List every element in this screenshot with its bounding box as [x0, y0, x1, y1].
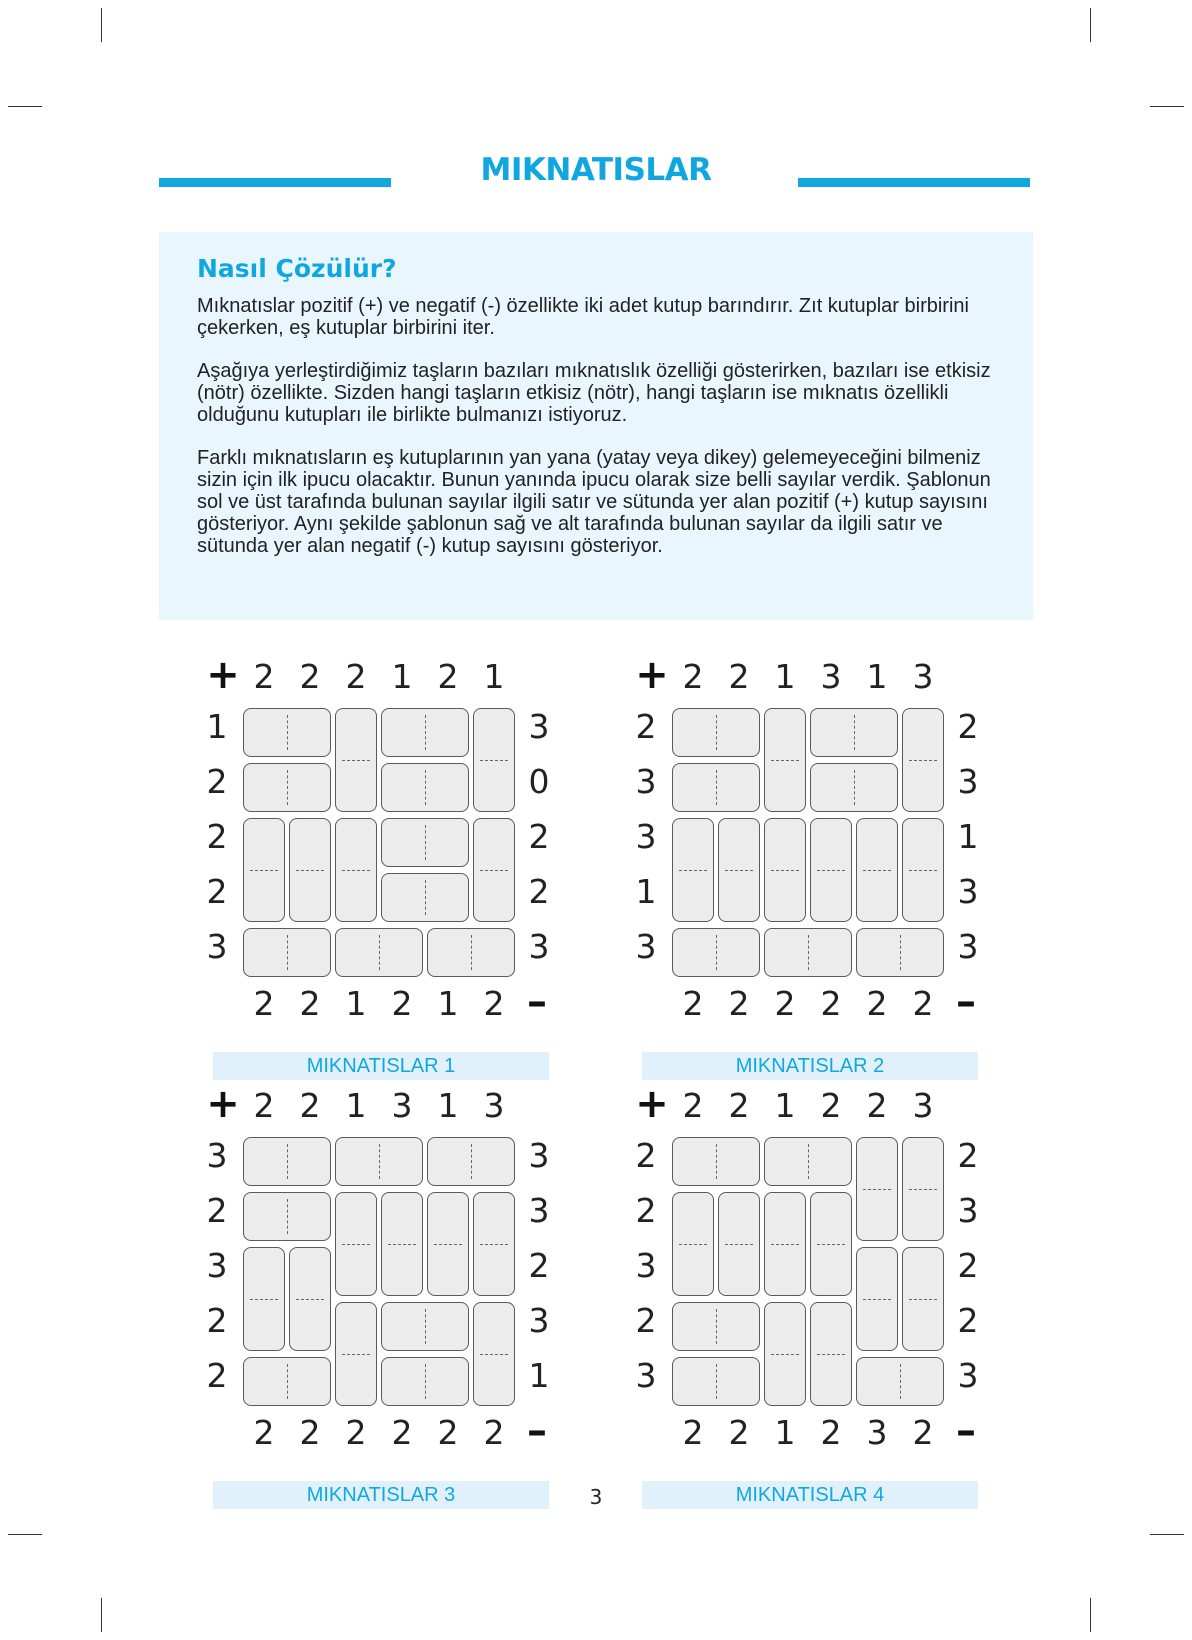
- domino-divider: [909, 1189, 937, 1190]
- domino-divider: [771, 870, 799, 871]
- left-clue: 3: [206, 1136, 228, 1175]
- magnet-puzzle-4: [635, 1081, 1012, 1509]
- magnet-domino[interactable]: [672, 928, 760, 977]
- domino-divider: [900, 935, 901, 970]
- top-clue: 1: [774, 657, 796, 696]
- top-clue: 2: [866, 1086, 888, 1125]
- bottom-clue: 2: [299, 984, 321, 1023]
- bottom-clue: 2: [682, 984, 704, 1023]
- instructions-box: [159, 232, 1033, 620]
- magnet-domino[interactable]: [764, 1192, 806, 1296]
- top-clue: 1: [437, 1086, 459, 1125]
- magnet-domino[interactable]: [289, 818, 331, 922]
- top-clue: 2: [682, 657, 704, 696]
- domino-divider: [725, 870, 753, 871]
- magnet-domino[interactable]: [381, 873, 469, 922]
- domino-divider: [425, 1364, 426, 1399]
- domino-divider: [287, 935, 288, 970]
- magnet-puzzle-3: [206, 1081, 583, 1509]
- domino-divider: [480, 870, 508, 871]
- minus-sign: –: [956, 979, 976, 1025]
- magnet-puzzle-2: [635, 652, 1012, 1080]
- bottom-clue: 2: [774, 984, 796, 1023]
- bottom-clue: 1: [774, 1413, 796, 1452]
- crop-mark: [8, 106, 42, 107]
- domino-divider: [379, 935, 380, 970]
- domino-divider: [909, 1299, 937, 1300]
- crop-mark: [1150, 1534, 1184, 1535]
- left-clue: 2: [206, 1191, 228, 1230]
- domino-divider: [716, 1309, 717, 1344]
- magnet-domino[interactable]: [856, 928, 944, 977]
- domino-divider: [480, 1354, 508, 1355]
- left-clue: 3: [635, 927, 657, 966]
- left-clue: 1: [635, 872, 657, 911]
- top-clue: 2: [728, 657, 750, 696]
- magnet-domino[interactable]: [381, 1302, 469, 1351]
- domino-divider: [425, 770, 426, 805]
- right-clue: 2: [957, 707, 979, 746]
- domino-divider: [863, 870, 891, 871]
- crop-mark: [101, 1598, 102, 1632]
- bottom-clue: 2: [483, 1413, 505, 1452]
- page-title: MIKNATISLAR: [480, 152, 712, 188]
- bottom-clue: 1: [437, 984, 459, 1023]
- domino-divider: [425, 1309, 426, 1344]
- top-clue: 1: [345, 1086, 367, 1125]
- domino-divider: [471, 1144, 472, 1179]
- top-clue: 3: [912, 1086, 934, 1125]
- right-clue: 0: [528, 762, 550, 801]
- top-clue: 2: [437, 657, 459, 696]
- top-clue: 1: [866, 657, 888, 696]
- minus-sign: –: [527, 979, 547, 1025]
- left-clue: 2: [206, 817, 228, 856]
- magnet-domino[interactable]: [243, 1247, 285, 1351]
- top-clue: 1: [483, 657, 505, 696]
- magnet-domino[interactable]: [427, 1137, 515, 1186]
- left-clue: 2: [206, 1301, 228, 1340]
- minus-sign: –: [527, 1408, 547, 1454]
- bottom-clue: 2: [391, 1413, 413, 1452]
- magnet-domino[interactable]: [902, 1247, 944, 1351]
- magnet-domino[interactable]: [856, 818, 898, 922]
- right-clue: 1: [528, 1356, 550, 1395]
- domino-divider: [854, 770, 855, 805]
- magnet-domino[interactable]: [718, 1192, 760, 1296]
- magnet-domino[interactable]: [335, 708, 377, 812]
- right-clue: 2: [528, 872, 550, 911]
- magnet-puzzle-1: [206, 652, 583, 1080]
- top-clue: 2: [253, 657, 275, 696]
- domino-divider: [425, 880, 426, 915]
- magnet-domino[interactable]: [381, 1192, 423, 1296]
- left-clue: 1: [206, 707, 228, 746]
- left-clue: 3: [635, 1356, 657, 1395]
- magnet-domino[interactable]: [473, 1302, 515, 1406]
- header-line-right: [798, 178, 1030, 187]
- domino-divider: [250, 870, 278, 871]
- domino-divider: [388, 1244, 416, 1245]
- magnet-domino[interactable]: [427, 928, 515, 977]
- domino-divider: [716, 715, 717, 750]
- instructions-paragraph: Farklı mıknatısların eş kutuplarının yan yana (yatay veya dikey) gelemeyeceğini bilmeniz sizin için ilk ipucu olacaktır. Bunun yanında ipucu olarak size belli sayılar verdik. Şablonun sol ve üst tarafında bulunan sayılar ilgili satır ve sütunda yer alan pozitif (+) kutup sayısını gösteriyor. Aynı şekilde şablonun sağ ve alt tarafında bulunan sayılar da ilgili satır ve sütunda yer alan negatif (-) kutup sayısını gösteriyor.: [197, 447, 991, 557]
- right-clue: 3: [528, 707, 550, 746]
- left-clue: 3: [635, 817, 657, 856]
- right-clue: 3: [528, 1191, 550, 1230]
- bottom-clue: 2: [820, 1413, 842, 1452]
- crop-mark: [1090, 1598, 1091, 1632]
- magnet-domino[interactable]: [810, 763, 898, 812]
- puzzle-caption: MIKNATISLAR 3: [213, 1481, 549, 1509]
- top-clue: 1: [774, 1086, 796, 1125]
- domino-divider: [771, 1244, 799, 1245]
- magnet-domino[interactable]: [243, 708, 331, 757]
- magnet-domino[interactable]: [672, 1192, 714, 1296]
- top-clue: 2: [253, 1086, 275, 1125]
- domino-divider: [342, 1354, 370, 1355]
- top-clue: 3: [820, 657, 842, 696]
- puzzle-caption: MIKNATISLAR 4: [642, 1481, 978, 1509]
- domino-divider: [817, 1244, 845, 1245]
- domino-divider: [296, 870, 324, 871]
- domino-divider: [900, 1364, 901, 1399]
- right-clue: 3: [528, 1301, 550, 1340]
- domino-divider: [287, 1144, 288, 1179]
- domino-divider: [863, 1299, 891, 1300]
- domino-divider: [296, 1299, 324, 1300]
- bottom-clue: 2: [682, 1413, 704, 1452]
- domino-divider: [771, 760, 799, 761]
- left-clue: 2: [206, 872, 228, 911]
- magnet-domino[interactable]: [335, 928, 423, 977]
- domino-divider: [342, 870, 370, 871]
- magnet-domino[interactable]: [902, 818, 944, 922]
- left-clue: 2: [635, 1136, 657, 1175]
- domino-divider: [379, 1144, 380, 1179]
- puzzle-caption: MIKNATISLAR 1: [213, 1052, 549, 1080]
- domino-divider: [480, 1244, 508, 1245]
- right-clue: 3: [957, 1191, 979, 1230]
- top-clue: 3: [912, 657, 934, 696]
- magnet-domino[interactable]: [672, 818, 714, 922]
- top-clue: 2: [299, 1086, 321, 1125]
- magnet-domino[interactable]: [672, 708, 760, 757]
- bottom-clue: 2: [912, 1413, 934, 1452]
- domino-divider: [771, 1354, 799, 1355]
- instructions-paragraph: Mıknatıslar pozitif (+) ve negatif (-) özellikte iki adet kutup barındırır. Zıt kutuplar birbirini çekerken, eş kutuplar birbirini iter.: [197, 295, 969, 339]
- domino-divider: [808, 1144, 809, 1179]
- top-clue: 2: [345, 657, 367, 696]
- domino-divider: [342, 1244, 370, 1245]
- left-clue: 2: [206, 1356, 228, 1395]
- magnet-domino[interactable]: [381, 1357, 469, 1406]
- top-clue: 1: [391, 657, 413, 696]
- domino-divider: [716, 1364, 717, 1399]
- top-clue: 3: [483, 1086, 505, 1125]
- bottom-clue: 2: [866, 984, 888, 1023]
- bottom-clue: 2: [345, 1413, 367, 1452]
- magnet-domino[interactable]: [672, 1137, 760, 1186]
- magnet-domino[interactable]: [243, 928, 331, 977]
- domino-divider: [434, 1244, 462, 1245]
- right-clue: 3: [528, 1136, 550, 1175]
- bottom-clue: 2: [299, 1413, 321, 1452]
- magnet-domino[interactable]: [764, 1302, 806, 1406]
- domino-divider: [817, 1354, 845, 1355]
- magnet-domino[interactable]: [672, 1302, 760, 1351]
- right-clue: 2: [957, 1301, 979, 1340]
- magnet-domino[interactable]: [764, 1137, 852, 1186]
- domino-divider: [287, 1199, 288, 1234]
- bottom-clue: 2: [437, 1413, 459, 1452]
- left-clue: 2: [635, 707, 657, 746]
- magnet-domino[interactable]: [427, 1192, 469, 1296]
- domino-divider: [909, 870, 937, 871]
- crop-mark: [101, 8, 102, 42]
- plus-sign: +: [635, 652, 669, 698]
- bottom-clue: 2: [483, 984, 505, 1023]
- top-clue: 3: [391, 1086, 413, 1125]
- left-clue: 3: [206, 927, 228, 966]
- domino-divider: [425, 715, 426, 750]
- top-clue: 2: [728, 1086, 750, 1125]
- right-clue: 3: [957, 1356, 979, 1395]
- magnet-domino[interactable]: [243, 763, 331, 812]
- right-clue: 2: [528, 1246, 550, 1285]
- puzzle-caption: MIKNATISLAR 2: [642, 1052, 978, 1080]
- instructions-heading: Nasıl Çözülür?: [197, 254, 397, 283]
- domino-divider: [716, 1144, 717, 1179]
- domino-divider: [679, 1244, 707, 1245]
- plus-sign: +: [635, 1081, 669, 1127]
- top-clue: 2: [682, 1086, 704, 1125]
- bottom-clue: 2: [253, 1413, 275, 1452]
- plus-sign: +: [206, 1081, 240, 1127]
- minus-sign: –: [956, 1408, 976, 1454]
- magnet-domino[interactable]: [381, 763, 469, 812]
- magnet-domino[interactable]: [718, 818, 760, 922]
- right-clue: 1: [957, 817, 979, 856]
- domino-divider: [863, 1189, 891, 1190]
- magnet-domino[interactable]: [672, 763, 760, 812]
- bottom-clue: 2: [728, 984, 750, 1023]
- domino-divider: [808, 935, 809, 970]
- bottom-clue: 2: [820, 984, 842, 1023]
- magnet-domino[interactable]: [473, 818, 515, 922]
- header-line-left: [159, 178, 391, 187]
- domino-divider: [342, 760, 370, 761]
- left-clue: 2: [206, 762, 228, 801]
- domino-divider: [425, 825, 426, 860]
- magnet-domino[interactable]: [243, 1357, 331, 1406]
- magnet-domino[interactable]: [335, 1192, 377, 1296]
- page-number: 3: [589, 1485, 603, 1509]
- magnet-domino[interactable]: [335, 818, 377, 922]
- magnet-domino[interactable]: [473, 708, 515, 812]
- magnet-domino[interactable]: [381, 708, 469, 757]
- bottom-clue: 2: [912, 984, 934, 1023]
- domino-divider: [287, 715, 288, 750]
- magnet-domino[interactable]: [764, 818, 806, 922]
- domino-divider: [287, 1364, 288, 1399]
- magnet-domino[interactable]: [335, 1137, 423, 1186]
- magnet-domino[interactable]: [856, 1247, 898, 1351]
- plus-sign: +: [206, 652, 240, 698]
- magnet-domino[interactable]: [902, 1137, 944, 1241]
- domino-divider: [854, 715, 855, 750]
- top-clue: 2: [820, 1086, 842, 1125]
- right-clue: 2: [957, 1246, 979, 1285]
- magnet-domino[interactable]: [473, 1192, 515, 1296]
- magnet-domino[interactable]: [381, 818, 469, 867]
- magnet-domino[interactable]: [335, 1302, 377, 1406]
- right-clue: 3: [957, 872, 979, 911]
- domino-divider: [725, 1244, 753, 1245]
- crop-mark: [1090, 8, 1091, 42]
- instructions-paragraph: Aşağıya yerleştirdiğimiz taşların bazıları mıknatıslık özelliği gösterirken, bazıları ise etkisiz (nötr) özellikte. Sizden hangi taşların etkisiz (nötr), hangi taşların ise mıknatıs özellikli olduğunu kutupları ile birlikte bulmanızı istiyoruz.: [197, 360, 991, 426]
- magnet-domino[interactable]: [810, 1302, 852, 1406]
- right-clue: 3: [957, 762, 979, 801]
- domino-divider: [716, 935, 717, 970]
- magnet-domino[interactable]: [289, 1247, 331, 1351]
- domino-divider: [471, 935, 472, 970]
- magnet-domino[interactable]: [243, 1192, 331, 1241]
- right-clue: 2: [528, 817, 550, 856]
- magnet-domino[interactable]: [243, 818, 285, 922]
- domino-divider: [287, 770, 288, 805]
- domino-divider: [817, 870, 845, 871]
- domino-divider: [679, 870, 707, 871]
- bottom-clue: 2: [253, 984, 275, 1023]
- bottom-clue: 1: [345, 984, 367, 1023]
- magnet-domino[interactable]: [672, 1357, 760, 1406]
- magnet-domino[interactable]: [810, 1192, 852, 1296]
- domino-divider: [250, 1299, 278, 1300]
- left-clue: 2: [635, 1301, 657, 1340]
- left-clue: 3: [206, 1246, 228, 1285]
- left-clue: 2: [635, 1191, 657, 1230]
- magnet-domino[interactable]: [810, 818, 852, 922]
- domino-divider: [716, 770, 717, 805]
- magnet-domino[interactable]: [764, 708, 806, 812]
- magnet-domino[interactable]: [856, 1357, 944, 1406]
- bottom-clue: 3: [866, 1413, 888, 1452]
- left-clue: 3: [635, 762, 657, 801]
- top-clue: 2: [299, 657, 321, 696]
- right-clue: 3: [528, 927, 550, 966]
- domino-divider: [909, 760, 937, 761]
- magnet-domino[interactable]: [764, 928, 852, 977]
- left-clue: 3: [635, 1246, 657, 1285]
- crop-mark: [1150, 106, 1184, 107]
- right-clue: 2: [957, 1136, 979, 1175]
- magnet-domino[interactable]: [810, 708, 898, 757]
- bottom-clue: 2: [391, 984, 413, 1023]
- magnet-domino[interactable]: [902, 708, 944, 812]
- magnet-domino[interactable]: [243, 1137, 331, 1186]
- right-clue: 3: [957, 927, 979, 966]
- crop-mark: [8, 1534, 42, 1535]
- bottom-clue: 2: [728, 1413, 750, 1452]
- magnet-domino[interactable]: [856, 1137, 898, 1241]
- domino-divider: [480, 760, 508, 761]
